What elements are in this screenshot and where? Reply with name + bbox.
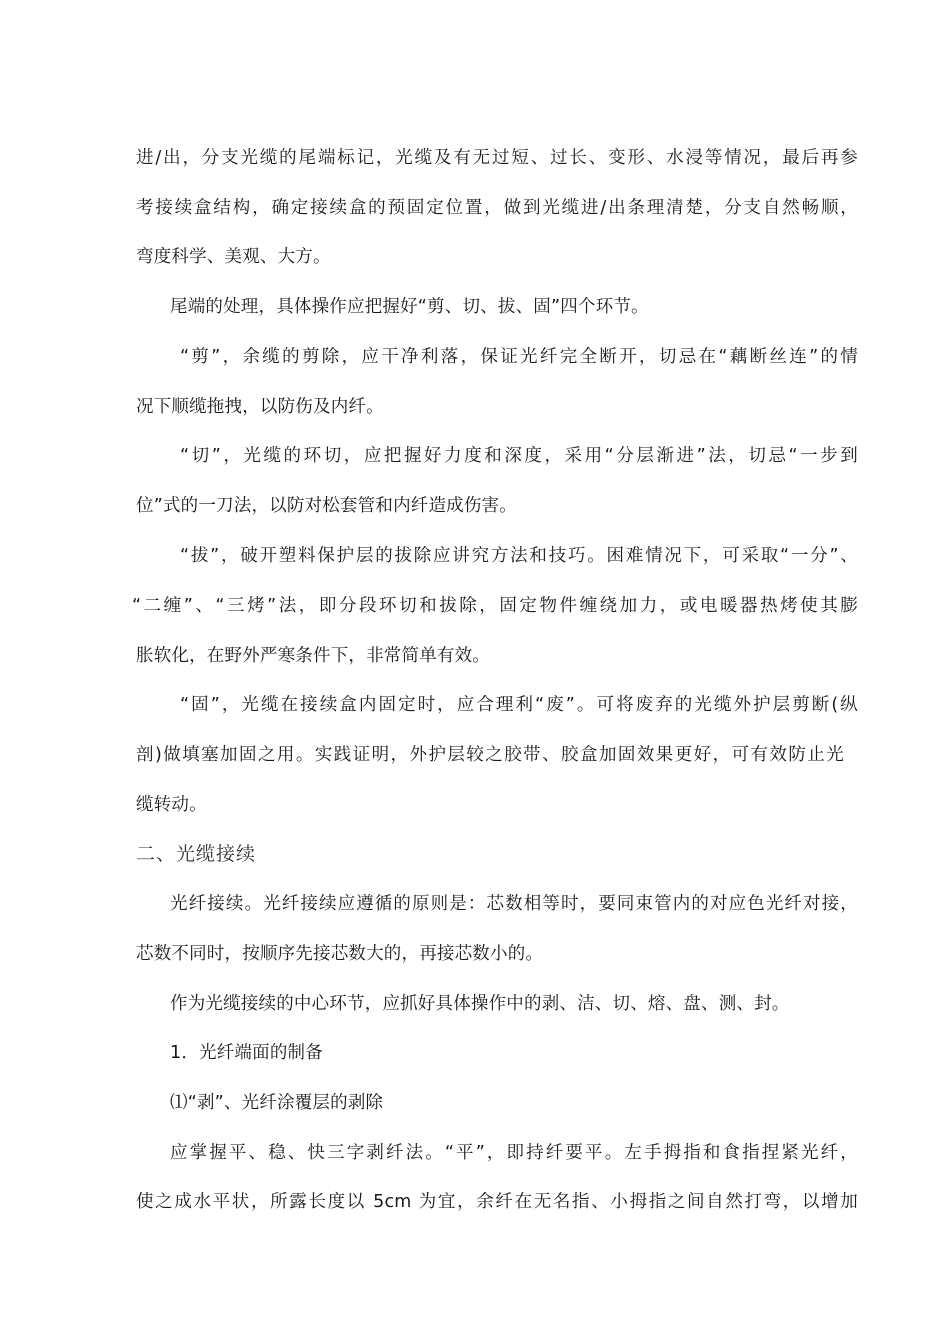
- paragraph-line: “剪”，余缆的剪除，应干净利落，保证光纤完全断开，切忌在“藕断丝连”的情: [180, 347, 858, 367]
- subsection-heading: ⑴“剥”、光纤涂覆层的剥除: [170, 1093, 384, 1113]
- paragraph-line: 况下顺缆拖拽，以防伤及内纤。: [136, 397, 384, 417]
- paragraph-line: 缆转动。: [136, 795, 207, 815]
- paragraph-line: 胀软化，在野外严寒条件下，非常简单有效。: [136, 646, 490, 666]
- section-heading: 二、光缆接续: [136, 843, 257, 865]
- paragraph-line: “切”，光缆的环切，应把握好力度和深度，采用“分层渐进”法，切忌“一步到: [180, 446, 858, 466]
- paragraph-line: “二缠”、“三烤”法，即分段环切和拔除，固定物件缠绕加力，或电暖器热烤使其膨: [132, 596, 858, 616]
- paragraph-line: 光纤接续。光纤接续应遵循的原则是：芯数相等时，要同束管内的对应色光纤对接，: [170, 894, 858, 914]
- paragraph-line: 剖)做填塞加固之用。实践证明，外护层较之胶带、胶盒加固效果更好，可有效防止光: [136, 745, 844, 765]
- paragraph-line: 进/出，分支光缆的尾端标记，光缆及有无过短、过长、变形、水浸等情况，最后再参: [136, 148, 858, 168]
- paragraph-line: “拔”，破开塑料保护层的拔除应讲究方法和技巧。困难情况下，可采取“一分”、: [180, 546, 858, 566]
- paragraph-line: 位”式的一刀法，以防对松套管和内纤造成伤害。: [136, 496, 517, 516]
- paragraph-line: “固”，光缆在接续盒内固定时，应合理利“废”。可将废弃的光缆外护层剪断(纵: [180, 695, 858, 715]
- paragraph-line: 芯数不同时，按顺序先接芯数大的，再接芯数小的。: [136, 944, 544, 964]
- paragraph-line: 考接续盒结构，确定接续盒的预固定位置，做到光缆进/出条理清楚，分支自然畅顺，: [136, 198, 858, 218]
- subsection-heading: 1．光纤端面的制备: [170, 1043, 323, 1063]
- paragraph-line: 使之成水平状，所露长度以 5cm 为宜，余纤在无名指、小拇指之间自然打弯，以增加: [136, 1192, 858, 1212]
- paragraph-line: 应掌握平、稳、快三字剥纤法。“平”，即持纤要平。左手拇指和食指捏紧光纤，: [170, 1143, 858, 1163]
- paragraph-line: 尾端的处理，具体操作应把握好“剪、切、拔、固”四个环节。: [170, 297, 649, 317]
- paragraph-line: 弯度科学、美观、大方。: [136, 247, 331, 267]
- paragraph-line: 作为光缆接续的中心环节，应抓好具体操作中的剥、洁、切、熔、盘、测、封。: [170, 994, 790, 1014]
